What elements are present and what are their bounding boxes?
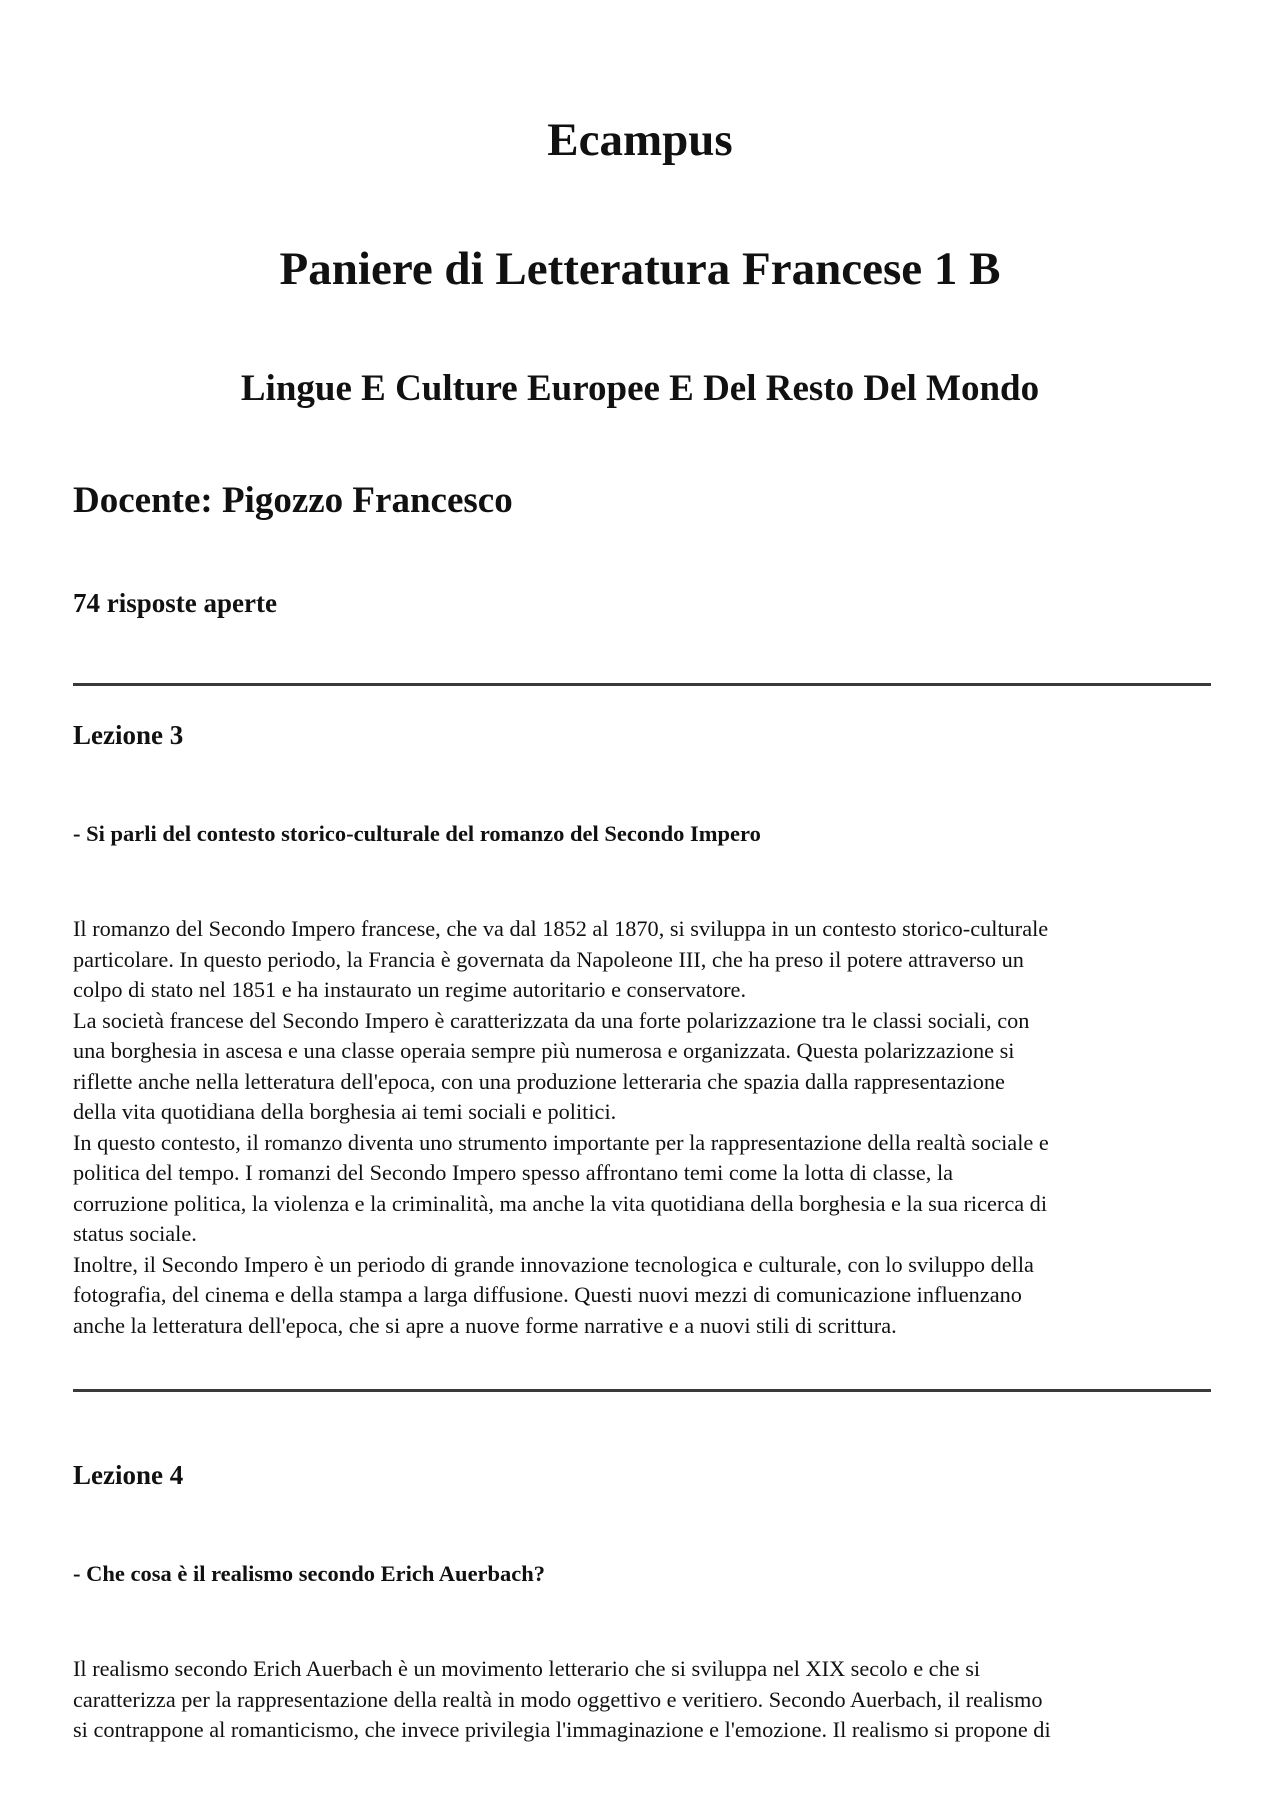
lesson-heading: Lezione 4 xyxy=(73,1460,184,1490)
answer-text xyxy=(73,1654,1211,1746)
lesson-heading: Lezione 3 xyxy=(73,720,184,750)
answers-count: 74 risposte aperte xyxy=(73,588,277,618)
question-text: - Si parli del contesto storico-culturale del romanzo del Secondo Impero xyxy=(73,821,761,846)
answer-line: caratterizza per la rappresentazione della realtà in modo oggettivo e veritiero. Secondo Auerbach, il realismo xyxy=(73,1686,1043,1712)
answer-line: Inoltre, il Secondo Impero è un periodo di grande innovazione tecnologica e culturale, con lo sviluppo della xyxy=(73,1251,1034,1277)
answer-line: In questo contesto, il romanzo diventa uno strumento importante per la rappresentazione della realtà sociale e xyxy=(73,1129,1049,1155)
degree-subtitle: Lingue E Culture Europee E Del Resto Del Mondo xyxy=(240,368,1040,409)
section-divider xyxy=(73,683,1211,686)
answer-line: colpo di stato nel 1851 e ha instaurato un regime autoritario e conservatore. xyxy=(73,977,747,1002)
question-text: - Che cosa è il realismo secondo Erich Auerbach? xyxy=(73,1561,546,1586)
answer-line: Il realismo secondo Erich Auerbach è un movimento letterario che si sviluppa nel XIX secolo e che si xyxy=(73,1656,981,1681)
answer-line: La società francese del Secondo Impero è caratterizzata da una forte polarizzazione tra le classi sociali, con xyxy=(73,1007,1030,1033)
answer-text xyxy=(73,914,1211,1341)
answer-line: anche la letteratura dell'epoca, che si apre a nuove forme narrative e a nuovi stili di scrittura. xyxy=(73,1312,897,1338)
answer-line: una borghesia in ascesa e una classe operaia sempre più numerosa e organizzata. Questa polarizzazione si xyxy=(73,1038,1015,1063)
course-title: Paniere di Letteratura Francese 1 B xyxy=(279,243,1001,295)
teacher-name: Docente: Pigozzo Francesco xyxy=(73,480,513,521)
answer-line: Il romanzo del Secondo Impero francese, che va dal 1852 al 1870, si sviluppa in un contesto storico-culturale xyxy=(73,916,1049,941)
answer-line: fotografia, del cinema e della stampa a larga diffusione. Questi nuovi mezzi di comunicazione influenzano xyxy=(73,1282,1022,1307)
answer-line: particolare. In questo periodo, la Francia è governata da Napoleone III, che ha preso il potere attraverso un xyxy=(73,946,1024,972)
section-divider xyxy=(73,1389,1211,1392)
answer-line: della vita quotidiana della borghesia ai temi sociali e politici. xyxy=(73,1099,617,1124)
answer-line: status sociale. xyxy=(73,1221,197,1246)
institution-title: Ecampus xyxy=(547,114,733,166)
answer-line: politica del tempo. I romanzi del Secondo Impero spesso affrontano temi come la lotta di classe, la xyxy=(73,1160,954,1185)
answer-line: si contrappone al romanticismo, che invece privilegia l'immaginazione e l'emozione. Il realismo si propone di xyxy=(73,1717,1051,1742)
answer-line: corruzione politica, la violenza e la criminalità, ma anche la vita quotidiana della borghesia e la sua ricerca di xyxy=(73,1190,1048,1216)
answer-line: riflette anche nella letteratura dell'epoca, con una produzione letteraria che spazia dalla rappresentazione xyxy=(73,1068,1005,1094)
